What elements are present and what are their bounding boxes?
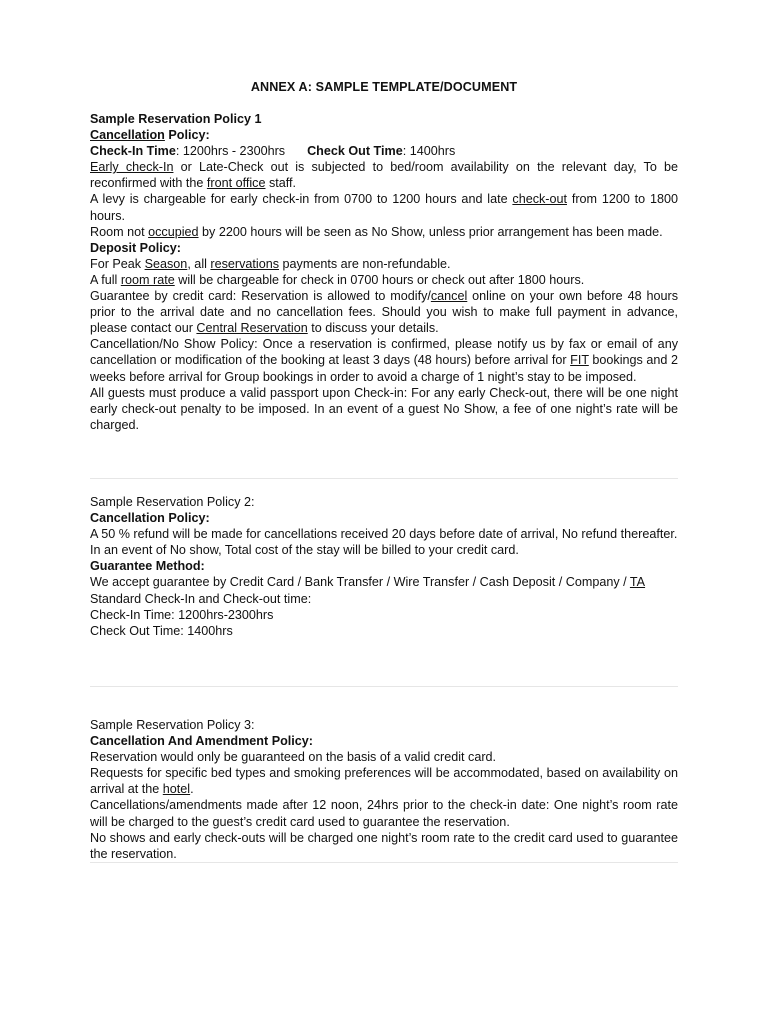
policy-1-section bbox=[90, 111, 678, 433]
peak-text-end: payments are non-refundable. bbox=[279, 256, 451, 271]
guarantee-text-mid: online on your own before 48 hours prior to the arrival date and no cancellation fees. Should you wish to make full payment in advance, please contact our bbox=[90, 289, 678, 336]
requests-text-end: . bbox=[190, 782, 194, 797]
room-text: Room not bbox=[90, 224, 149, 239]
early-text-end: staff. bbox=[265, 176, 297, 191]
policy-1-heading: Sample Reservation Policy 1 bbox=[90, 112, 262, 126]
noshow-policy-paragraph bbox=[90, 336, 678, 384]
policy-1-times bbox=[90, 143, 678, 159]
policy-2-checkin: Check-In Time: 1200hrs-2300hrs bbox=[90, 607, 274, 622]
requests-text: Requests for specific bed types and smoking preferences will be accommodated, based on availability on arrival at the bbox=[90, 766, 678, 797]
cancel-link[interactable]: cancel bbox=[430, 289, 468, 304]
document-title: ANNEX A: SAMPLE TEMPLATE/DOCUMENT bbox=[250, 80, 518, 94]
noshow-text: Cancellation/No Show Policy: Once a reservation is confirmed, please notify us by fax or email of any cancellation or modification of the booking at least 3 days (48 hours) before arrival for bbox=[90, 337, 678, 368]
guaranteed-paragraph: Reservation would only be guaranteed on the basis of a valid credit card. bbox=[90, 750, 497, 765]
policy-2-checkout: Check Out Time: 1400hrs bbox=[90, 623, 233, 638]
policy-2-section bbox=[90, 494, 678, 639]
checkout-value: : 1400hrs bbox=[402, 144, 456, 159]
policy-3-cancellation-heading: Cancellation And Amendment Policy: bbox=[90, 734, 313, 749]
room-rate-link[interactable]: room rate bbox=[120, 272, 175, 287]
full-text: A full bbox=[90, 272, 121, 287]
checkin-label: Check-In Time bbox=[90, 144, 176, 159]
checkout-link[interactable]: check-out bbox=[512, 192, 567, 207]
guarantee-method-text: We accept guarantee by Credit Card / Bank Transfer / Wire Transfer / Cash Deposit / Company / bbox=[90, 575, 630, 590]
fit-link[interactable]: FIT bbox=[570, 353, 589, 368]
peak-text-mid: , all bbox=[187, 256, 211, 271]
checkin-value: : 1200hrs - 2300hrs bbox=[175, 144, 286, 159]
levy-text: A levy is chargeable for early check-in from 0700 to 1200 hours and late bbox=[90, 192, 513, 207]
policy-2-cancellation-heading: Cancellation Policy: bbox=[90, 511, 210, 526]
noshow-text-end: bookings and 2 weeks before arrival for Group bookings in order to avoid a charge of 1 night’s stay to be imposed. bbox=[90, 353, 678, 384]
policy-3-section bbox=[90, 717, 678, 862]
occupied-link[interactable]: occupied bbox=[148, 224, 199, 239]
front-office-link[interactable]: front office bbox=[206, 176, 266, 191]
policy-3-heading: Sample Reservation Policy 3: bbox=[90, 718, 255, 732]
peak-season-paragraph bbox=[90, 256, 678, 272]
room-not-occupied-paragraph bbox=[90, 224, 678, 240]
early-checkin-link[interactable]: Early check-In bbox=[90, 160, 174, 175]
room-rate-paragraph bbox=[90, 272, 678, 288]
ta-link[interactable]: TA bbox=[629, 575, 646, 590]
amendments-paragraph: Cancellations/amendments made after 12 noon, 24hrs prior to the check-in date: One night’s room rate will be charged to the guest’s credit card used to guarantee the reservation. bbox=[90, 798, 678, 829]
guarantee-paragraph bbox=[90, 288, 678, 336]
cancellation-link[interactable]: Cancellation bbox=[90, 128, 165, 143]
checkout-label: Check Out Time bbox=[307, 144, 403, 159]
deposit-policy-heading: Deposit Policy: bbox=[90, 240, 181, 255]
central-reservation-link[interactable]: Central Reservation bbox=[196, 321, 308, 336]
levy-paragraph bbox=[90, 191, 678, 223]
peak-text: For Peak bbox=[90, 256, 145, 271]
policy-2-heading: Sample Reservation Policy 2: bbox=[90, 495, 255, 509]
early-text: or Late-Check out is subjected to bed/room availability on the relevant day, To be reconfirmed with the bbox=[90, 160, 679, 191]
season-link[interactable]: Season bbox=[144, 256, 188, 271]
section-divider bbox=[90, 862, 678, 863]
section-divider bbox=[90, 478, 678, 479]
noshows-paragraph: No shows and early check-outs will be charged one night’s room rate to the credit card used to guarantee the reservation. bbox=[90, 830, 678, 861]
room-text-end: by 2200 hours will be seen as No Show, unless prior arrangement has been made. bbox=[198, 224, 663, 239]
guarantee-text: Guarantee by credit card: Reservation is allowed to modify/ bbox=[90, 289, 431, 304]
guarantee-method-heading: Guarantee Method: bbox=[90, 559, 205, 574]
policy-1-cancellation-heading bbox=[90, 127, 678, 143]
guarantee-method-paragraph bbox=[90, 574, 678, 590]
policy-word: Policy: bbox=[164, 128, 210, 143]
standard-times-label: Standard Check-In and Check-out time: bbox=[90, 591, 312, 606]
noshow-paragraph: In an event of No show, Total cost of the stay will be billed to your credit card. bbox=[90, 543, 519, 558]
section-divider bbox=[90, 686, 678, 687]
guarantee-text-end: to discuss your details. bbox=[307, 321, 439, 336]
reservations-link[interactable]: reservations bbox=[210, 256, 280, 271]
early-checkin-paragraph bbox=[90, 159, 678, 191]
refund-paragraph: A 50 % refund will be made for cancellations received 20 days before date of arrival, No refund thereafter. bbox=[90, 527, 678, 542]
hotel-link[interactable]: hotel bbox=[162, 782, 191, 797]
requests-paragraph bbox=[90, 765, 678, 797]
passport-paragraph: All guests must produce a valid passport upon Check-in: For any early Check-out, there will be one night early check-out penalty to be imposed. In an event of a guest No Show, a fee of one night’s rate will be charged. bbox=[90, 385, 678, 432]
full-text-end: will be chargeable for check in 0700 hours or check out after 1800 hours. bbox=[174, 272, 585, 287]
levy-text-end: from 1200 to 1800 hours. bbox=[90, 192, 678, 223]
